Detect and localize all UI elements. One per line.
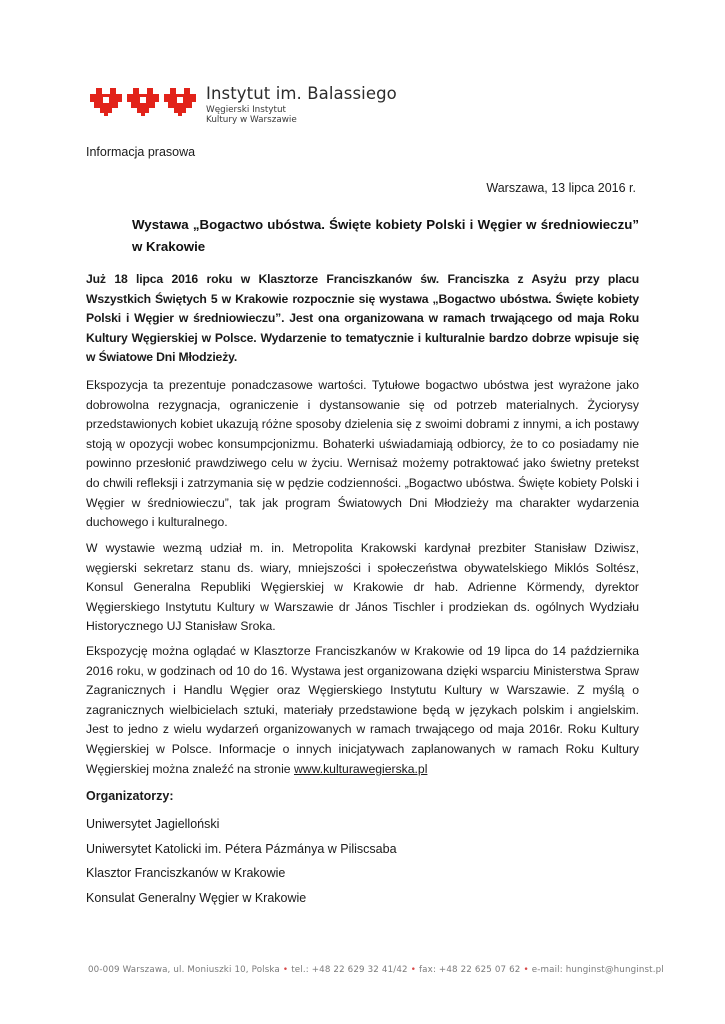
logo-subtitle-line2: Kultury w Warszawie xyxy=(206,114,297,125)
organizers-heading: Organizatorzy: xyxy=(86,789,174,803)
footer-separator: • xyxy=(410,965,416,975)
logo-subtitle-line1: Węgierski Instytut xyxy=(206,104,286,115)
footer-fax: fax: +48 22 625 07 62 xyxy=(418,965,521,975)
body-paragraph-3 xyxy=(86,642,639,779)
body-paragraph-3-text: Ekspozycję można oglądać w Klasztorze Franciszkanów w Krakowie od 19 lipca do 14 października 2016 roku, w godzinach od 10 do 16. Wystawa jest organizowana dzięki wsparciu Ministerstwa Spraw Zagranicznych i Handlu Węgier oraz Węgierskiego Instytutu Kultury w Warszawie. Z myślą o zagranicznych wielbicielach sztuki, materiały przedstawione będą w językach polskim i angielskim. Jest to jedno z wielu wydarzeń organizowanych w ramach trwającego od maja 2016r. Roku Kultury Węgierskiej w Polsce. Informacje o innych inicjatywach zaplanowanych w ramach Roku Kultury Węgierskiej można znaleźć na stronie xyxy=(86,644,639,776)
footer-separator: • xyxy=(282,965,289,975)
lead-paragraph: Już 18 lipca 2016 roku w Klasztorze Franciszkanów św. Franciszka z Asyżu przy placu Wszystkich Świętych 5 w Krakowie rozpocznie się wystawa „Bogactwo ubóstwa. Święte kobiety Polski i Węgier w średniowieczu”. Jest ona organizowana w ramach trwającego od maja Roku Kultury Węgierskiej w Polsce. Wydarzenie to tematycznie i kulturalnie bardzo dobrze wpisuje się w Światowe Dni Młodzieży. xyxy=(86,272,639,365)
organizer-item: Uniwersytet Katolicki im. Pétera Pázmánya w Piliscsaba xyxy=(86,841,397,856)
organizers-list xyxy=(86,812,397,910)
footer-address: 00-009 Warszawa, ul. Moniuszki 10, Polska xyxy=(88,965,280,975)
organizer-item: Klasztor Franciszkanów w Krakowie xyxy=(86,866,286,881)
logo-title: Instytut im. Balassiego xyxy=(206,84,397,103)
footer-separator: • xyxy=(523,965,529,975)
body-paragraph-1: Ekspozycja ta prezentuje ponadczasowe wartości. Tytułowe bogactwo ubóstwa jest wyrażone jako dobrowolna rezygnacja, ograniczenie i dystansowanie się od potrzeb materialnych. Życiorysy przedstawionych kobiet ukazują różne sposoby dzielenia się z swoimi dobrami z innymi, a ich postawy stoją w opozycji wobec konsumpcjonizmu. Bohaterki uświadamiają odbiorcy, że to co posiadamy nie powinno przesłonić prawdziwego celu w życiu. Wernisaż możemy potraktować jako świetny pretekst do chwili refleksji i zatrzymania się w pędzie codzienności. „Bogactwo ubóstwa. Święte kobiety Polski i Węgier w średniowieczu”, tak jak program Światowych Dni Młodzieży ma charakter wydarzenia duchowego i kulturalnego. xyxy=(86,378,639,530)
website-link[interactable]: www.kulturawegierska.pl xyxy=(293,761,428,776)
press-release-title: Wystawa „Bogactwo ubóstwa. Święte kobiety Polski i Węgier w średniowieczu” w Krakowie xyxy=(132,217,639,254)
logo-text xyxy=(206,86,397,125)
organizer-item: Uniwersytet Jagielloński xyxy=(86,817,220,831)
footer-contact xyxy=(88,965,664,975)
institute-logo xyxy=(90,86,397,125)
footer-phone: tel.: +48 22 629 32 41/42 xyxy=(291,965,408,975)
folk-heart-logo-icon xyxy=(90,88,198,116)
body-paragraph-2: W wystawie wezmą udział m. in. Metropolita Krakowski kardynał prezbiter Stanisław Dziwisz, węgierski sekretarz stanu ds. wiary, mniejszości i społeczeństwa obywatelskiego Miklós Soltész, Konsul Generalna Republiki Węgierskiej w Krakowie dr hab. Adrienne Körmendy, dyrektor Węgierskiego Instytutu Kultury w Warszawie dr János Tischler i prodziekan ds. ogólnych Wydziału Historycznego UJ Stanisław Sroka. xyxy=(86,541,639,634)
document-type-label: Informacja prasowa xyxy=(86,145,196,159)
organizer-item: Konsulat Generalny Węgier w Krakowie xyxy=(86,890,307,905)
document-date: Warszawa, 13 lipca 2016 r. xyxy=(486,181,636,195)
footer-email: e-mail: hunginst@hunginst.pl xyxy=(531,965,664,975)
